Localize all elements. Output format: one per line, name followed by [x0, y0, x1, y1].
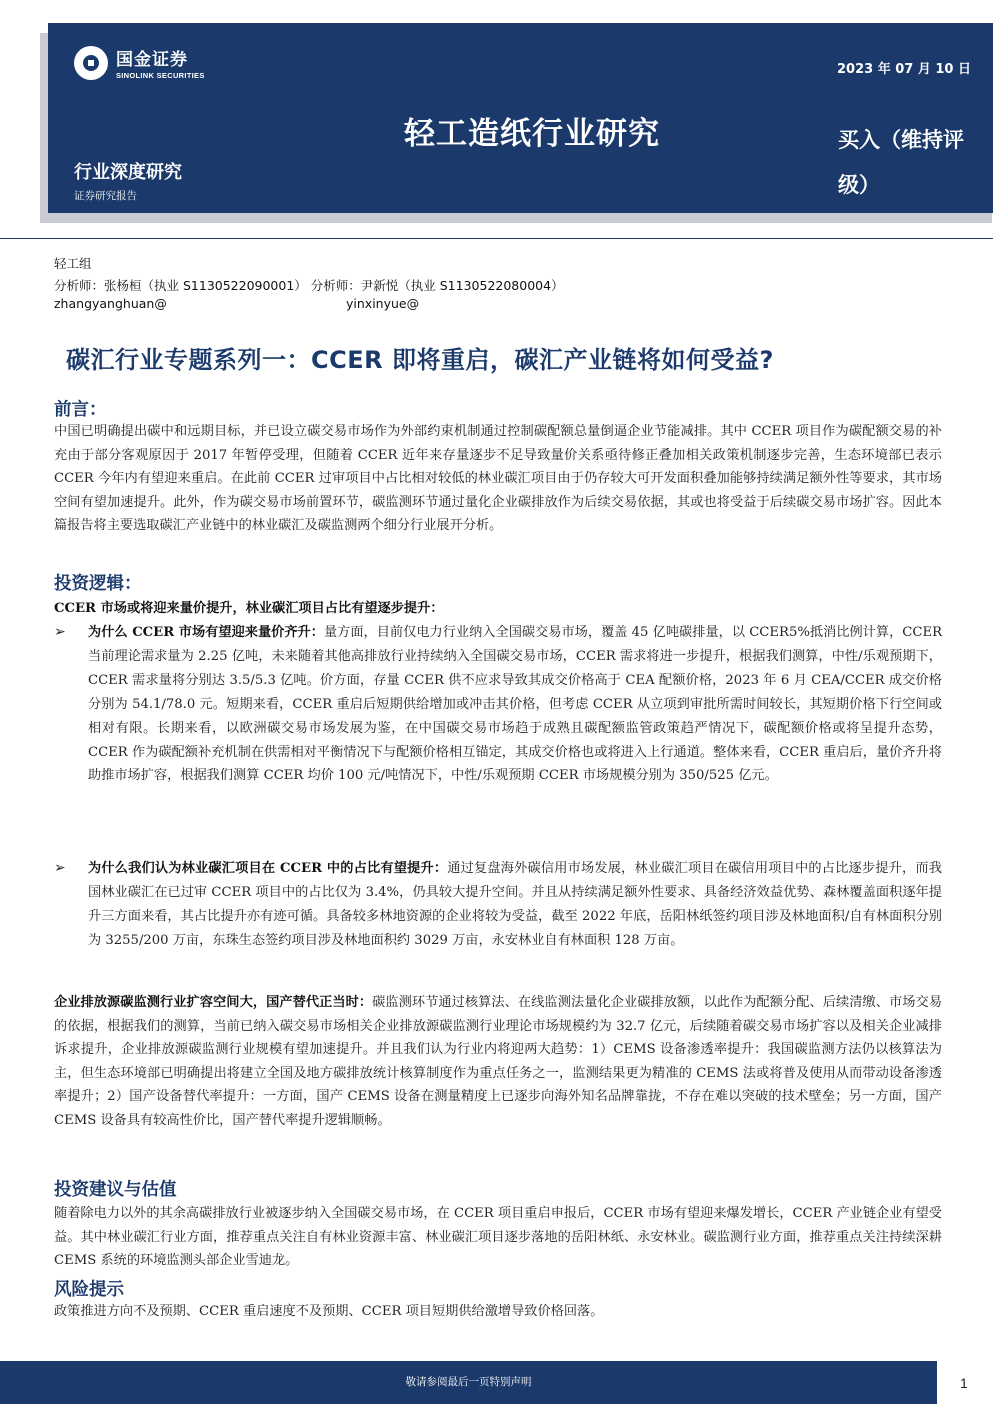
advice-paragraph: 随着除电力以外的其余高碳排放行业被逐步纳入全国碳交易市场，在 CCER 项目重启申报后，CCER 市场有望迎来爆发增长，CCER 产业链企业有望受益。其中林业碳汇行业方面，推荐重点关注自有林业资源丰富、林业碳汇项目逐步落地的岳阳林纸、永安林业。碳监测行业方面，推荐重点关注持续深耕 CEMS 系统的环境监测头部企业雪迪龙。	[54, 1206, 942, 1269]
report-subtype: 证券研究报告	[74, 190, 137, 202]
logo-cn-text: 国金证券	[116, 50, 188, 70]
report-type: 行业深度研究	[74, 162, 182, 183]
analyst-names: 分析师：张杨桓（执业 S1130522090001） 分析师：尹新悦（执业 S1130522080004）	[54, 278, 564, 293]
company-logo	[74, 45, 205, 80]
bullet-arrow-icon: ➢	[54, 624, 66, 640]
section-heading-advice: 投资建议与估值	[54, 1180, 177, 1200]
section-heading-logic: 投资逻辑：	[54, 574, 142, 594]
section-heading-risk: 风险提示	[54, 1280, 124, 1300]
preface-paragraph: 中国已明确提出碳中和远期目标，并已设立碳交易市场作为外部约束机制通过控制碳配额总量倒逼企业节能减排。其中 CCER 项目作为碳配额交易的补充由于部分客观原因于 2017 年暂停受理，但随着 CCER 近年来存量逐步不足导致量价关系亟待修正叠加相关政策机制逐步完善，生态环境部已表示 CCER 今年内有望迎来重启。在此前 CCER 过审项目中占比相对较低的林业碳汇项目由于仍存较大可开发面积叠加能够持续满足额外性等要求，其市场空间有望加速提升。此外，作为碳交易市场前置环节，碳监测环节通过量化企业碳排放作为后续交易依据，其或也将受益于后续碳交易市场扩容。因此本篇报告将主要选取碳汇产业链中的林业碳汇及碳监测两个细分行业展开分析。	[54, 424, 942, 534]
bullet-2-lead: 为什么我们认为林业碳汇项目在 CCER 中的占比有望提升：	[88, 861, 448, 876]
report-header	[48, 23, 993, 213]
footer-disclaimer: 敬请参阅最后一页特别声明	[405, 1376, 532, 1388]
bullet-arrow-icon: ➢	[54, 860, 66, 876]
analyst-group: 轻工组	[54, 256, 92, 271]
risk-paragraph: 政策推进方向不及预期、CCER 重启速度不及预期、CCER 项目短期供给激增导致价格回落。	[54, 1304, 604, 1319]
bullet-2-text: 通过复盘海外碳信用市场发展，林业碳汇项目在碳信用项目中的占比逐步提升，而我国林业碳汇在已过审 CCER 项目中的占比仅为 3.4%，仍具较大提升空间。并且从持续满足额外性要求、具备经济效益优势、森林覆盖面积逐年提升三方面来看，其占比提升亦有迹可循。具备较多林地资源的企业将较为受益，截至 2022 年底，岳阳林纸签约项目涉及林地面积/自有林面积分别为 3255/200 万亩，东珠生态签约项目涉及林地面积约 3029 万亩，永安林业自有林面积 128 万亩。	[88, 861, 942, 948]
report-date: 2023 年 07 月 10 日	[837, 62, 971, 77]
monitoring-text: 碳监测环节通过核算法、在线监测法量化企业碳排放额，以此作为配额分配、后续清缴、市场交易的依据，根据我们的测算，当前已纳入碳交易市场相关企业排放源碳监测行业理论市场规模约为 32.7 亿元，后续随着碳交易市场扩容以及相关企业减排诉求提升，企业排放源碳监测行业规模有望加速提升。并且我们认为行业内将迎两大趋势：1）CEMS 设备渗透率提升：我国碳监测方法仍以核算法为主，但生态环境部已明确提出将建立全国及地方碳排放统计核算制度作为重点任务之一，监测结果更为精准的 CEMS 法或将普及使用从而带动设备渗透率提升；2）国产设备替代率提升：一方面，国产 CEMS 设备在测量精度上已逐步向海外知名品牌靠拢，不存在难以突破的技术壁垒；另一方面，国产 CEMS 设备具有较高性价比，国产替代率提升逻辑顺畅。	[54, 995, 943, 1128]
page-number: 1	[960, 1375, 968, 1391]
rating-label: 买入（维持评级）	[838, 128, 964, 197]
logo-en-text: SINOLINK SECURITIES	[116, 71, 205, 80]
logo-icon	[74, 46, 108, 80]
bullet-1-lead: 为什么 CCER 市场有望迎来量价齐升：	[88, 625, 324, 640]
industry-title: 轻工造纸行业研究	[404, 116, 660, 152]
bullet-ccer-volume-price	[88, 621, 942, 788]
carbon-monitoring-paragraph	[54, 991, 942, 1133]
bullet-1-text: 量方面，目前仅电力行业纳入全国碳交易市场，覆盖 45 亿吨碳排量，以 CCER5%抵消比例计算，CCER 当前理论需求量为 2.25 亿吨，未来随着其他高排放行业持续纳入全国碳交易市场，CCER 需求将进一步提升，根据我们测算，中性/乐观预期下，CCER 需求量将分别达 3.5/5.3 亿吨。价方面，存量 CCER 供不应求导致其成交价格高于 CEA 配额价格，2023 年 6 月 CEA/CCER 成交价格分别为 54.1/78.0 元。短期来看，CCER 重启后短期供给增加或冲击其价格，但考虑 CCER 从立项到审批所需时间较长，其短期价格下行空间或相对有限。长期来看，以欧洲碳交易市场发展为鉴，在中国碳交易市场趋于成熟且碳配额监管政策趋严情况下，碳配额价格或将呈提升态势，CCER 作为碳配额补充机制在供需相对平衡情况下与配额价格相互锚定，其成交价格也或将进入上行通道。整体来看，CCER 重启后，量价齐升将助推市场扩容，根据我们测算 CCER 均价 100 元/吨情况下，中性/乐观预期 CCER 市场规模分别为 350/525 亿元。	[88, 625, 942, 784]
header-divider	[0, 238, 993, 239]
analyst-email-2[interactable]: yinxinyue@	[346, 296, 420, 311]
monitoring-lead: 企业排放源碳监测行业扩容空间大，国产替代正当时：	[54, 995, 373, 1010]
bullet-forestry-share	[88, 857, 942, 953]
logic-subheading: CCER 市场或将迎来量价提升，林业碳汇项目占比有望逐步提升：	[54, 601, 444, 616]
analyst-email-1[interactable]: zhangyanghuan@	[54, 296, 167, 311]
report-main-title: 碳汇行业专题系列一：CCER 即将重启，碳汇产业链将如何受益?	[66, 346, 774, 374]
section-heading-preface: 前言：	[54, 400, 107, 420]
